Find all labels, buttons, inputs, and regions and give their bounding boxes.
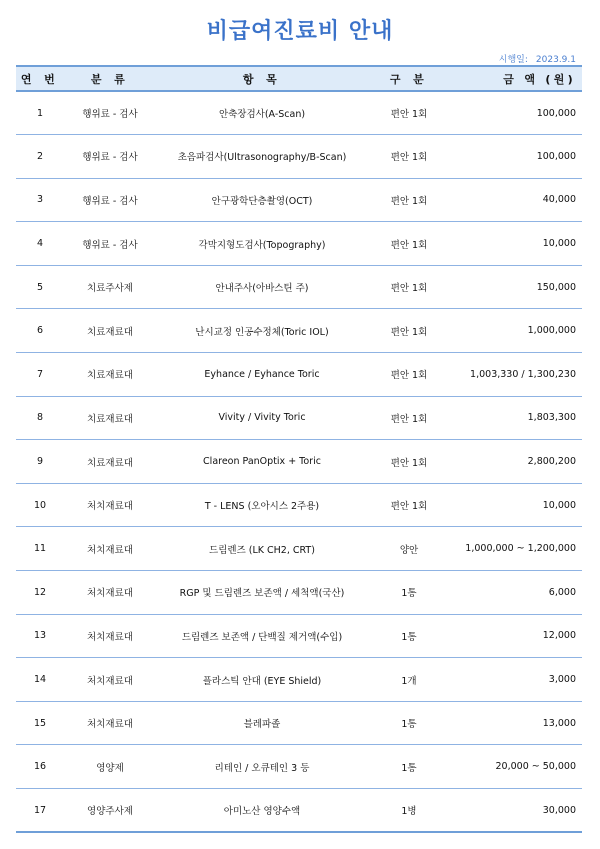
row-unit: 1통 — [368, 745, 450, 789]
row-amount: 20,000 ~ 50,000 — [450, 745, 582, 789]
row-category: 치료재료대 — [64, 309, 156, 353]
table-row — [16, 658, 582, 702]
row-category: 치료재료대 — [64, 440, 156, 484]
row-category: 치료재료대 — [64, 353, 156, 397]
row-amount: 12,000 — [450, 614, 582, 658]
row-unit: 편안 1회 — [368, 483, 450, 527]
row-item: 드림렌즈 (LK CH2, CRT) — [156, 527, 368, 571]
row-item: Vivity / Vivity Toric — [156, 396, 368, 440]
table-row — [16, 222, 582, 266]
row-item: 아미노산 영양수액 — [156, 789, 368, 833]
header-amount: 금 액 (원) — [450, 66, 582, 91]
row-amount: 150,000 — [450, 265, 582, 309]
row-category: 처치재료대 — [64, 658, 156, 702]
row-category: 처치재료대 — [64, 614, 156, 658]
row-number: 10 — [16, 483, 64, 527]
row-item: Eyhance / Eyhance Toric — [156, 353, 368, 397]
row-unit: 편안 1회 — [368, 396, 450, 440]
row-amount: 10,000 — [450, 222, 582, 266]
row-amount: 6,000 — [450, 571, 582, 615]
row-number: 2 — [16, 135, 64, 179]
row-item: 각막지형도검사(Topography) — [156, 222, 368, 266]
row-amount: 40,000 — [450, 178, 582, 222]
row-amount: 1,803,300 — [450, 396, 582, 440]
row-item: T - LENS (오아시스 2주용) — [156, 483, 368, 527]
row-number: 13 — [16, 614, 64, 658]
row-amount: 10,000 — [450, 483, 582, 527]
row-item: 안내주사(아바스틴 주) — [156, 265, 368, 309]
table-row — [16, 571, 582, 615]
table-row — [16, 353, 582, 397]
row-number: 6 — [16, 309, 64, 353]
row-number: 7 — [16, 353, 64, 397]
header-unit: 구 분 — [368, 66, 450, 91]
row-category: 행위료 - 검사 — [64, 178, 156, 222]
row-amount: 100,000 — [450, 91, 582, 135]
row-category: 영양제 — [64, 745, 156, 789]
row-category: 행위료 - 검사 — [64, 91, 156, 135]
row-amount: 13,000 — [450, 701, 582, 745]
row-number: 3 — [16, 178, 64, 222]
row-unit: 1통 — [368, 614, 450, 658]
row-category: 치료주사제 — [64, 265, 156, 309]
table-body — [16, 91, 582, 832]
table-row — [16, 396, 582, 440]
row-item: 초음파검사(Ultrasonography/B-Scan) — [156, 135, 368, 179]
row-number: 4 — [16, 222, 64, 266]
effective-date — [499, 52, 576, 65]
row-category: 처치재료대 — [64, 701, 156, 745]
row-category: 행위료 - 검사 — [64, 222, 156, 266]
row-unit: 1병 — [368, 789, 450, 833]
header-number: 연 번 — [16, 66, 64, 91]
table-row — [16, 745, 582, 789]
row-amount: 1,000,000 — [450, 309, 582, 353]
row-unit: 1통 — [368, 571, 450, 615]
row-category: 처치재료대 — [64, 483, 156, 527]
table-row — [16, 265, 582, 309]
table-row — [16, 614, 582, 658]
row-unit: 편안 1회 — [368, 222, 450, 266]
row-category: 처치재료대 — [64, 527, 156, 571]
row-category: 행위료 - 검사 — [64, 135, 156, 179]
row-item: 드림렌즈 보존액 / 단백질 제거액(수입) — [156, 614, 368, 658]
table-row — [16, 701, 582, 745]
row-category: 처치재료대 — [64, 571, 156, 615]
row-number: 5 — [16, 265, 64, 309]
row-unit: 편안 1회 — [368, 265, 450, 309]
row-number: 9 — [16, 440, 64, 484]
row-item: 플라스틱 안대 (EYE Shield) — [156, 658, 368, 702]
row-unit: 편안 1회 — [368, 353, 450, 397]
row-category: 치료재료대 — [64, 396, 156, 440]
table-row — [16, 91, 582, 135]
header-category: 분 류 — [64, 66, 156, 91]
table-row — [16, 135, 582, 179]
row-unit: 편안 1회 — [368, 178, 450, 222]
table-row — [16, 178, 582, 222]
row-number: 16 — [16, 745, 64, 789]
table-row — [16, 483, 582, 527]
row-item: 안축장검사(A-Scan) — [156, 91, 368, 135]
row-amount: 1,000,000 ~ 1,200,000 — [450, 527, 582, 571]
row-amount: 2,800,200 — [450, 440, 582, 484]
row-category: 영양주사제 — [64, 789, 156, 833]
table-row — [16, 527, 582, 571]
row-amount: 30,000 — [450, 789, 582, 833]
table-row — [16, 309, 582, 353]
row-number: 11 — [16, 527, 64, 571]
page-title: 비급여진료비 안내 — [206, 19, 394, 44]
row-item: 안구광학단층촬영(OCT) — [156, 178, 368, 222]
row-item: RGP 및 드림렌즈 보존액 / 세척액(국산) — [156, 571, 368, 615]
row-unit: 양안 — [368, 527, 450, 571]
row-unit: 편안 1회 — [368, 91, 450, 135]
row-unit: 편안 1회 — [368, 440, 450, 484]
row-item: 블레파졸 — [156, 701, 368, 745]
effective-date-value: 2023.9.1 — [535, 55, 576, 65]
row-amount: 3,000 — [450, 658, 582, 702]
row-number: 8 — [16, 396, 64, 440]
table-row — [16, 789, 582, 833]
row-item: 리테인 / 오큐테인 3 등 — [156, 745, 368, 789]
row-unit: 1개 — [368, 658, 450, 702]
table-row — [16, 440, 582, 484]
row-unit: 1통 — [368, 701, 450, 745]
row-amount: 1,003,330 / 1,300,230 — [450, 353, 582, 397]
row-unit: 편안 1회 — [368, 309, 450, 353]
effective-date-label: 시행일: — [498, 55, 528, 65]
row-number: 12 — [16, 571, 64, 615]
header-item: 항 목 — [156, 66, 368, 91]
row-item: Clareon PanOptix + Toric — [156, 440, 368, 484]
row-item: 난시교정 인공수정체(Toric IOL) — [156, 309, 368, 353]
fee-table — [16, 65, 582, 833]
table-header-row — [16, 66, 582, 91]
row-number: 1 — [16, 91, 64, 135]
row-number: 15 — [16, 701, 64, 745]
row-amount: 100,000 — [450, 135, 582, 179]
row-number: 14 — [16, 658, 64, 702]
row-unit: 편안 1회 — [368, 135, 450, 179]
row-number: 17 — [16, 789, 64, 833]
